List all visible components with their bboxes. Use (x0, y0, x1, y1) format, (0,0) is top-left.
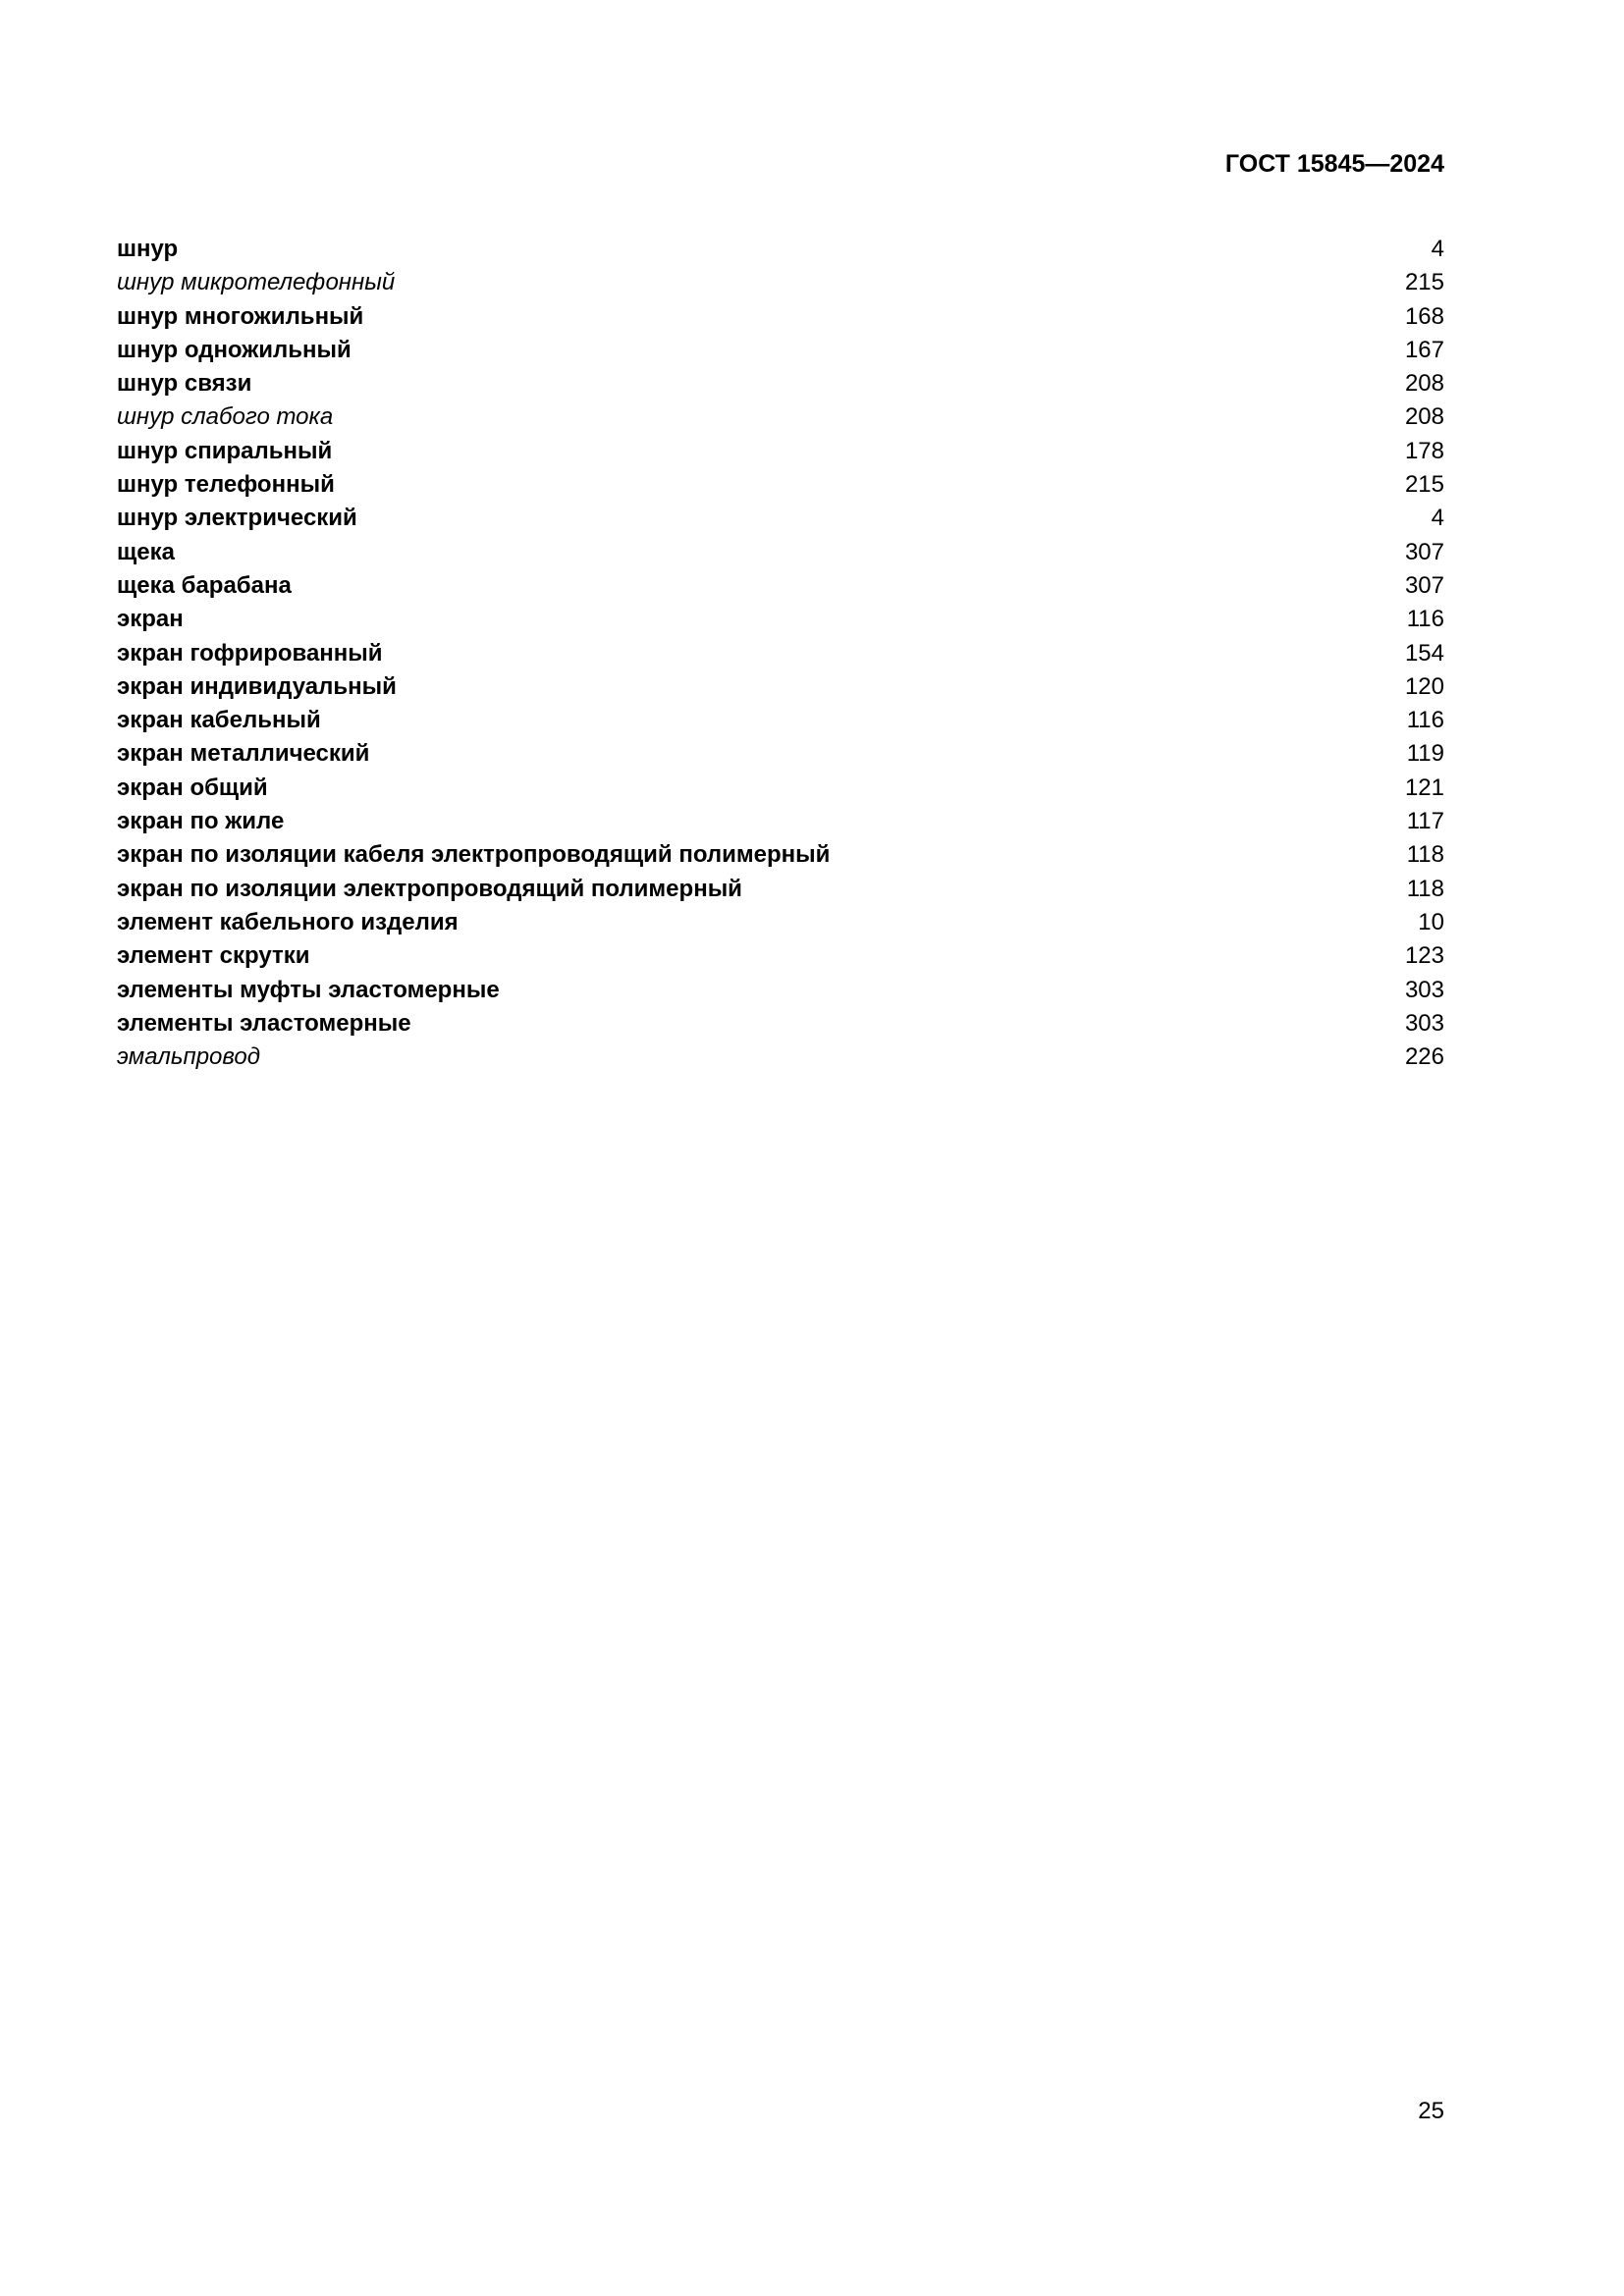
index-page-ref: 118 (1406, 841, 1444, 869)
index-entry (117, 1007, 1444, 1041)
index-page-ref: 208 (1404, 370, 1444, 398)
index-page-ref: 226 (1404, 1043, 1444, 1071)
index-entry (117, 974, 1444, 1007)
index-page-ref: 119 (1406, 740, 1444, 768)
index-entry (117, 334, 1444, 367)
index-term: элементы муфты эластомерные (117, 976, 500, 1003)
index-term: элемент скрутки (117, 942, 310, 970)
index-page-ref: 178 (1404, 437, 1444, 464)
index-term: экран по изоляции кабеля электропроводящий полимерный (117, 841, 831, 869)
index-term: экран общий (117, 774, 268, 801)
index-entry (117, 435, 1444, 468)
index-term: элементы эластомерные (117, 1009, 411, 1037)
index-entry (117, 233, 1444, 266)
index-entry (117, 536, 1444, 569)
index-entry (117, 468, 1444, 502)
index-page-ref: 120 (1404, 672, 1444, 700)
index-term: экран металлический (117, 740, 370, 768)
index-entry (117, 300, 1444, 334)
index-term: шнур одножильный (117, 336, 352, 363)
index-page-ref: 121 (1404, 774, 1444, 801)
index-page-ref: 215 (1404, 471, 1444, 499)
index-page-ref: 168 (1404, 302, 1444, 330)
index-entry (117, 704, 1444, 737)
index-term: экран гофрированный (117, 639, 383, 667)
index-page-ref: 116 (1406, 606, 1444, 633)
index-entry (117, 670, 1444, 704)
index-entry (117, 939, 1444, 973)
index-term: шнур (117, 236, 179, 262)
index-page-ref: 117 (1406, 808, 1444, 835)
index-page-ref: 123 (1404, 942, 1444, 970)
index-term: шнур телефонный (117, 471, 335, 499)
index-entry (117, 838, 1444, 872)
index-page-ref: 4 (1431, 505, 1444, 532)
alphabetical-index (117, 233, 1444, 1074)
index-page-ref: 307 (1404, 571, 1444, 599)
index-term: элемент кабельного изделия (117, 908, 459, 935)
index-entry (117, 400, 1444, 434)
index-term: шнур многожильный (117, 302, 364, 330)
index-term: шнур связи (117, 370, 252, 398)
page-number: 25 (1418, 2098, 1444, 2124)
index-term: экран кабельный (117, 707, 321, 734)
index-page-ref: 118 (1406, 875, 1444, 902)
index-term: шнур слабого тока (117, 403, 334, 431)
index-term: экран (117, 606, 184, 633)
index-term: щека барабана (117, 571, 292, 599)
index-page-ref: 167 (1404, 336, 1444, 363)
index-entry (117, 266, 1444, 299)
index-entry (117, 1041, 1444, 1074)
index-entry (117, 637, 1444, 670)
index-page-ref: 116 (1406, 707, 1444, 734)
index-entry (117, 906, 1444, 939)
index-term: эмальпровод (117, 1043, 261, 1071)
index-entry (117, 367, 1444, 400)
index-page-ref: 4 (1431, 236, 1444, 262)
index-entry (117, 603, 1444, 636)
index-entry (117, 502, 1444, 535)
index-page-ref: 307 (1404, 538, 1444, 565)
index-page-ref: 303 (1404, 1009, 1444, 1037)
index-entry (117, 737, 1444, 771)
index-term: экран индивидуальный (117, 672, 397, 700)
index-term: экран по жиле (117, 808, 285, 835)
index-page-ref: 208 (1404, 403, 1444, 431)
index-term: экран по изоляции электропроводящий полимерный (117, 875, 742, 902)
index-entry (117, 772, 1444, 805)
index-page-ref: 215 (1404, 269, 1444, 296)
index-page-ref: 10 (1418, 908, 1444, 935)
index-page-ref: 303 (1404, 976, 1444, 1003)
index-term: щека (117, 538, 175, 565)
index-term: шнур микротелефонный (117, 269, 396, 296)
index-term: шнур электрический (117, 505, 357, 532)
index-entry (117, 569, 1444, 603)
document-header: ГОСТ 15845—2024 (1224, 150, 1444, 178)
index-page-ref: 154 (1404, 639, 1444, 667)
index-entry (117, 873, 1444, 906)
index-entry (117, 805, 1444, 838)
index-term: шнур спиральный (117, 437, 333, 464)
